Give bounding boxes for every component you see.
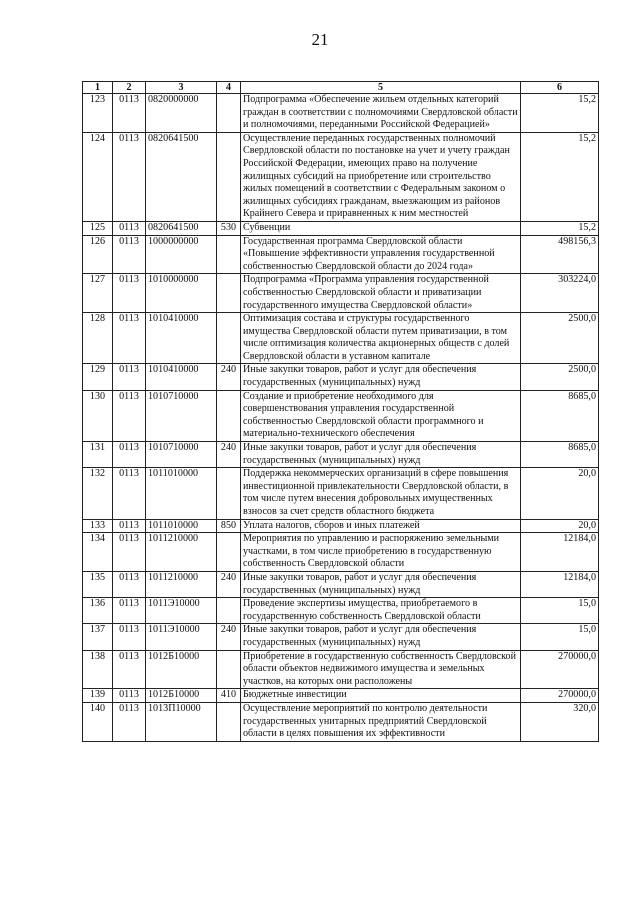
item-name-cell: Мероприятия по управлению и распоряжению земельными участками, в том числе приобретению в государственную собственность Свердловской области bbox=[241, 533, 521, 572]
budget-table bbox=[82, 81, 599, 742]
row-number-cell: 137 bbox=[83, 624, 113, 650]
amount-cell: 8685,0 bbox=[521, 442, 599, 468]
target-code-cell: 1012Б10000 bbox=[146, 650, 217, 689]
expense-type-cell bbox=[217, 132, 241, 221]
section-code-cell: 0113 bbox=[113, 442, 146, 468]
expense-type-cell bbox=[217, 313, 241, 364]
column-header: 1 bbox=[83, 82, 113, 94]
amount-cell: 498156,3 bbox=[521, 235, 599, 274]
row-number-cell: 123 bbox=[83, 94, 113, 133]
expense-type-cell: 530 bbox=[217, 221, 241, 235]
section-code-cell: 0113 bbox=[113, 364, 146, 390]
column-header: 2 bbox=[113, 82, 146, 94]
target-code-cell: 0820641500 bbox=[146, 221, 217, 235]
amount-cell: 15,0 bbox=[521, 598, 599, 624]
target-code-cell: 1010710000 bbox=[146, 442, 217, 468]
page-number: 21 bbox=[311, 30, 329, 49]
amount-cell: 270000,0 bbox=[521, 650, 599, 689]
target-code-cell: 1011210000 bbox=[146, 571, 217, 597]
amount-cell: 270000,0 bbox=[521, 689, 599, 703]
table-body bbox=[83, 94, 599, 742]
item-name-cell: Государственная программа Свердловской области «Повышение эффективности управления государственной собственностью Свердловской области до 2024 года» bbox=[241, 235, 521, 274]
section-code-cell: 0113 bbox=[113, 468, 146, 519]
row-number-cell: 128 bbox=[83, 313, 113, 364]
expense-type-cell: 410 bbox=[217, 689, 241, 703]
table-row bbox=[83, 364, 599, 390]
amount-cell: 8685,0 bbox=[521, 390, 599, 441]
target-code-cell: 1011010000 bbox=[146, 468, 217, 519]
row-number-cell: 134 bbox=[83, 533, 113, 572]
amount-cell: 2500,0 bbox=[521, 313, 599, 364]
table-row bbox=[83, 132, 599, 221]
expense-type-cell bbox=[217, 533, 241, 572]
target-code-cell: 0820000000 bbox=[146, 94, 217, 133]
table-row bbox=[83, 519, 599, 533]
section-code-cell: 0113 bbox=[113, 533, 146, 572]
expense-type-cell bbox=[217, 94, 241, 133]
amount-cell: 20,0 bbox=[521, 519, 599, 533]
row-number-cell: 130 bbox=[83, 390, 113, 441]
amount-cell: 12184,0 bbox=[521, 571, 599, 597]
target-code-cell: 1010000000 bbox=[146, 274, 217, 313]
header-row bbox=[83, 82, 599, 94]
amount-cell: 15,2 bbox=[521, 94, 599, 133]
table-row bbox=[83, 390, 599, 441]
row-number-cell: 124 bbox=[83, 132, 113, 221]
table-row bbox=[83, 442, 599, 468]
item-name-cell: Осуществление мероприятий по контролю деятельности государственных унитарных предприятий Свердловской области в целях повышения их эффективности bbox=[241, 702, 521, 741]
amount-cell: 303224,0 bbox=[521, 274, 599, 313]
item-name-cell: Иные закупки товаров, работ и услуг для обеспечения государственных (муниципальных) нужд bbox=[241, 571, 521, 597]
expense-type-cell bbox=[217, 274, 241, 313]
amount-cell: 320,0 bbox=[521, 702, 599, 741]
section-code-cell: 0113 bbox=[113, 274, 146, 313]
amount-cell: 2500,0 bbox=[521, 364, 599, 390]
table-row bbox=[83, 221, 599, 235]
row-number-cell: 126 bbox=[83, 235, 113, 274]
row-number-cell: 133 bbox=[83, 519, 113, 533]
target-code-cell: 1011010000 bbox=[146, 519, 217, 533]
table-row bbox=[83, 571, 599, 597]
section-code-cell: 0113 bbox=[113, 519, 146, 533]
table-row bbox=[83, 274, 599, 313]
section-code-cell: 0113 bbox=[113, 94, 146, 133]
section-code-cell: 0113 bbox=[113, 598, 146, 624]
row-number-cell: 125 bbox=[83, 221, 113, 235]
table-row bbox=[83, 689, 599, 703]
item-name-cell: Иные закупки товаров, работ и услуг для обеспечения государственных (муниципальных) нужд bbox=[241, 624, 521, 650]
table-row bbox=[83, 94, 599, 133]
expense-type-cell bbox=[217, 598, 241, 624]
table-row bbox=[83, 702, 599, 741]
target-code-cell: 1010410000 bbox=[146, 364, 217, 390]
row-number-cell: 138 bbox=[83, 650, 113, 689]
item-name-cell: Уплата налогов, сборов и иных платежей bbox=[241, 519, 521, 533]
row-number-cell: 132 bbox=[83, 468, 113, 519]
item-name-cell: Оптимизация состава и структуры государственного имущества Свердловской области путем приватизации, в том числе оптимизация количества акционерных обществ с долей Свердловской области в уставном капитале bbox=[241, 313, 521, 364]
item-name-cell: Создание и приобретение необходимого для совершенствования управления государственной собственностью Свердловской области программного и материально-технического обеспечения bbox=[241, 390, 521, 441]
target-code-cell: 1011Э10000 bbox=[146, 598, 217, 624]
section-code-cell: 0113 bbox=[113, 221, 146, 235]
column-header: 4 bbox=[217, 82, 241, 94]
amount-cell: 20,0 bbox=[521, 468, 599, 519]
expense-type-cell bbox=[217, 468, 241, 519]
target-code-cell: 0820641500 bbox=[146, 132, 217, 221]
section-code-cell: 0113 bbox=[113, 132, 146, 221]
amount-cell: 12184,0 bbox=[521, 533, 599, 572]
expense-type-cell bbox=[217, 702, 241, 741]
target-code-cell: 1011Э10000 bbox=[146, 624, 217, 650]
expense-type-cell: 240 bbox=[217, 571, 241, 597]
amount-cell: 15,0 bbox=[521, 624, 599, 650]
section-code-cell: 0113 bbox=[113, 624, 146, 650]
table-row bbox=[83, 313, 599, 364]
row-number-cell: 131 bbox=[83, 442, 113, 468]
section-code-cell: 0113 bbox=[113, 571, 146, 597]
column-header: 6 bbox=[521, 82, 599, 94]
section-code-cell: 0113 bbox=[113, 689, 146, 703]
row-number-cell: 129 bbox=[83, 364, 113, 390]
table-row bbox=[83, 235, 599, 274]
target-code-cell: 1013П10000 bbox=[146, 702, 217, 741]
table-row bbox=[83, 468, 599, 519]
item-name-cell: Иные закупки товаров, работ и услуг для обеспечения государственных (муниципальных) нужд bbox=[241, 442, 521, 468]
section-code-cell: 0113 bbox=[113, 702, 146, 741]
item-name-cell: Субвенции bbox=[241, 221, 521, 235]
item-name-cell: Подпрограмма «Обеспечение жильем отдельных категорий граждан в соответствии с полномочиями Свердловской области и полномочиями, переданными Российской Федерацией» bbox=[241, 94, 521, 133]
row-number-cell: 140 bbox=[83, 702, 113, 741]
column-header: 3 bbox=[146, 82, 217, 94]
section-code-cell: 0113 bbox=[113, 390, 146, 441]
row-number-cell: 139 bbox=[83, 689, 113, 703]
table-row bbox=[83, 598, 599, 624]
item-name-cell: Бюджетные инвестиции bbox=[241, 689, 521, 703]
column-header: 5 bbox=[241, 82, 521, 94]
item-name-cell: Поддержка некоммерческих организаций в сфере повышения инвестиционной привлекательности Свердловской области, в том числе путем внесения добровольных имущественных взносов за счет средств областного бюджета bbox=[241, 468, 521, 519]
row-number-cell: 136 bbox=[83, 598, 113, 624]
target-code-cell: 1012Б10000 bbox=[146, 689, 217, 703]
item-name-cell: Осуществление переданных государственных полномочий Свердловской области по постановке на учет и учету граждан Российской Федерации, имеющих право на получение жилищных субсидий на приобретение или строительство жилых помещений в соответствии с Федеральным законом о жилищных субсидиях гражданам, выезжающим из районов Крайнего Севера и приравненных к ним местностей bbox=[241, 132, 521, 221]
item-name-cell: Приобретение в государственную собственность Свердловской области объектов недвижимого имущества и земельных участков, на которых они расположены bbox=[241, 650, 521, 689]
section-code-cell: 0113 bbox=[113, 235, 146, 274]
target-code-cell: 1011210000 bbox=[146, 533, 217, 572]
row-number-cell: 127 bbox=[83, 274, 113, 313]
table-row bbox=[83, 624, 599, 650]
item-name-cell: Подпрограмма «Программа управления государственной собственностью Свердловской области и приватизации государственного имущества Свердловской области» bbox=[241, 274, 521, 313]
target-code-cell: 1010410000 bbox=[146, 313, 217, 364]
table-row bbox=[83, 533, 599, 572]
target-code-cell: 1010710000 bbox=[146, 390, 217, 441]
item-name-cell: Иные закупки товаров, работ и услуг для обеспечения государственных (муниципальных) нужд bbox=[241, 364, 521, 390]
amount-cell: 15,2 bbox=[521, 221, 599, 235]
expense-type-cell: 850 bbox=[217, 519, 241, 533]
amount-cell: 15,2 bbox=[521, 132, 599, 221]
expense-type-cell bbox=[217, 390, 241, 441]
row-number-cell: 135 bbox=[83, 571, 113, 597]
table-row bbox=[83, 650, 599, 689]
target-code-cell: 1000000000 bbox=[146, 235, 217, 274]
section-code-cell: 0113 bbox=[113, 650, 146, 689]
expense-type-cell: 240 bbox=[217, 364, 241, 390]
expense-type-cell bbox=[217, 235, 241, 274]
section-code-cell: 0113 bbox=[113, 313, 146, 364]
expense-type-cell: 240 bbox=[217, 624, 241, 650]
item-name-cell: Проведение экспертизы имущества, приобретаемого в государственную собственность Свердловской области bbox=[241, 598, 521, 624]
expense-type-cell bbox=[217, 650, 241, 689]
expense-type-cell: 240 bbox=[217, 442, 241, 468]
